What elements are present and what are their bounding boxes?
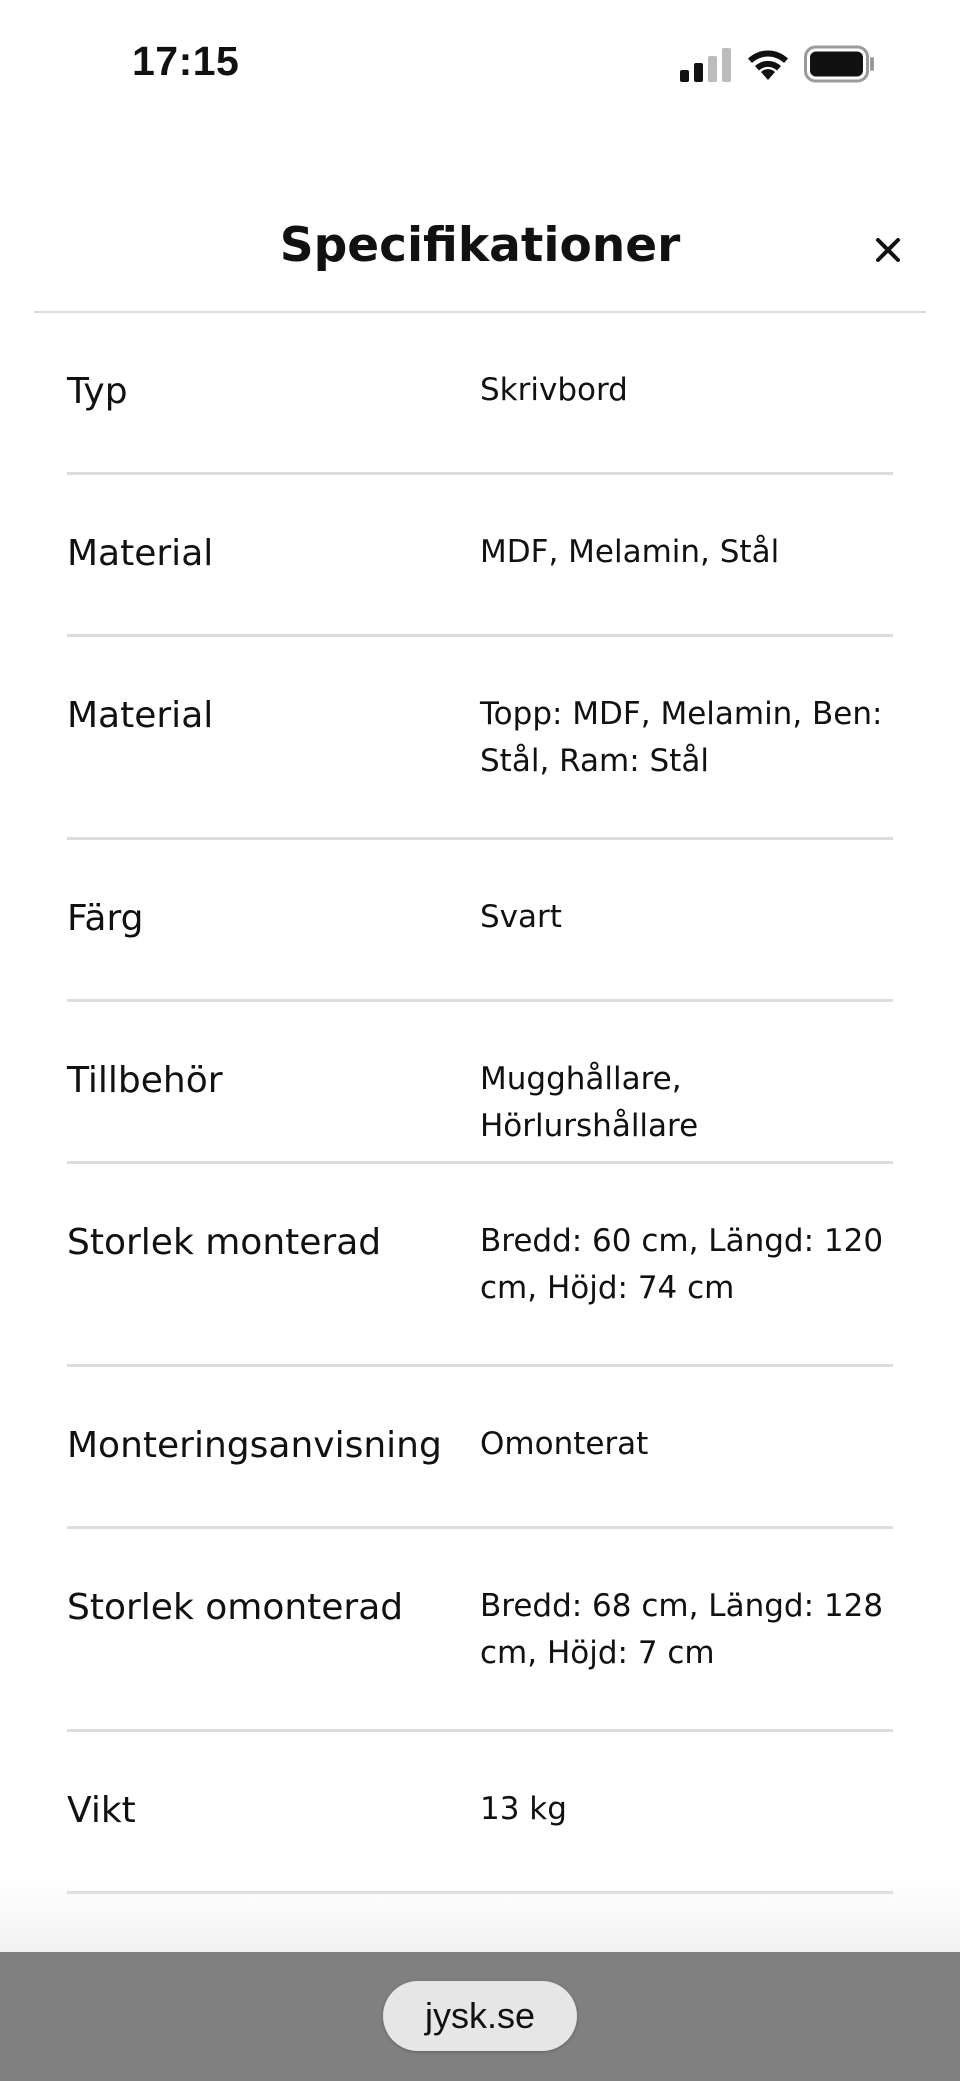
spec-row-tillbehor: [67, 1002, 893, 1164]
signal-icon: [680, 48, 732, 82]
spec-value: Mugghållare, Hörlurshållare: [480, 1061, 699, 1144]
spec-label: Vikt: [67, 1790, 136, 1831]
spec-row-monteringsanvisning: [67, 1367, 893, 1529]
status-time: 17:15: [132, 38, 240, 84]
wifi-icon: [746, 46, 790, 82]
spec-value: MDF, Melamin, Stål: [480, 534, 780, 570]
spec-row-typ: [67, 313, 893, 475]
spec-label: Färg: [67, 898, 144, 939]
sheet-title: Specifikationer: [279, 218, 681, 273]
spec-row-farg: [67, 840, 893, 1002]
spec-value: Bredd: 60 cm, Längd: 120 cm, Höjd: 74 cm: [480, 1223, 884, 1306]
spec-row-storlek-omonterad: [67, 1529, 893, 1732]
spec-label: Material: [67, 695, 214, 736]
status-bar: [0, 0, 960, 130]
spec-label: Typ: [67, 371, 128, 412]
spec-value: Bredd: 68 cm, Längd: 128 cm, Höjd: 7 cm: [480, 1588, 884, 1671]
spec-row-vikt: [67, 1732, 893, 1894]
spec-label: Storlek omonterad: [67, 1587, 404, 1628]
bottom-fade: [0, 1880, 960, 1952]
spec-row-storlek-monterad: [67, 1164, 893, 1367]
spec-label: Tillbehör: [67, 1060, 223, 1101]
spec-label: Material: [67, 533, 214, 574]
spec-label: Storlek monterad: [67, 1222, 382, 1263]
url-bar[interactable]: jysk.se: [383, 1981, 577, 2051]
spec-row-material-detail: [67, 637, 893, 840]
spec-label: Monteringsanvisning: [67, 1425, 442, 1466]
spec-value: 13 kg: [480, 1791, 567, 1827]
spec-value: Svart: [480, 899, 562, 935]
spec-value: Skrivbord: [480, 372, 628, 408]
close-icon[interactable]: [866, 228, 910, 272]
spec-list: [67, 313, 893, 1894]
spec-row-material: [67, 475, 893, 637]
battery-icon: [804, 44, 876, 84]
spec-value: Omonterat: [480, 1426, 649, 1462]
spec-value: Topp: MDF, Melamin, Ben: Stål, Ram: Stål: [480, 696, 883, 779]
